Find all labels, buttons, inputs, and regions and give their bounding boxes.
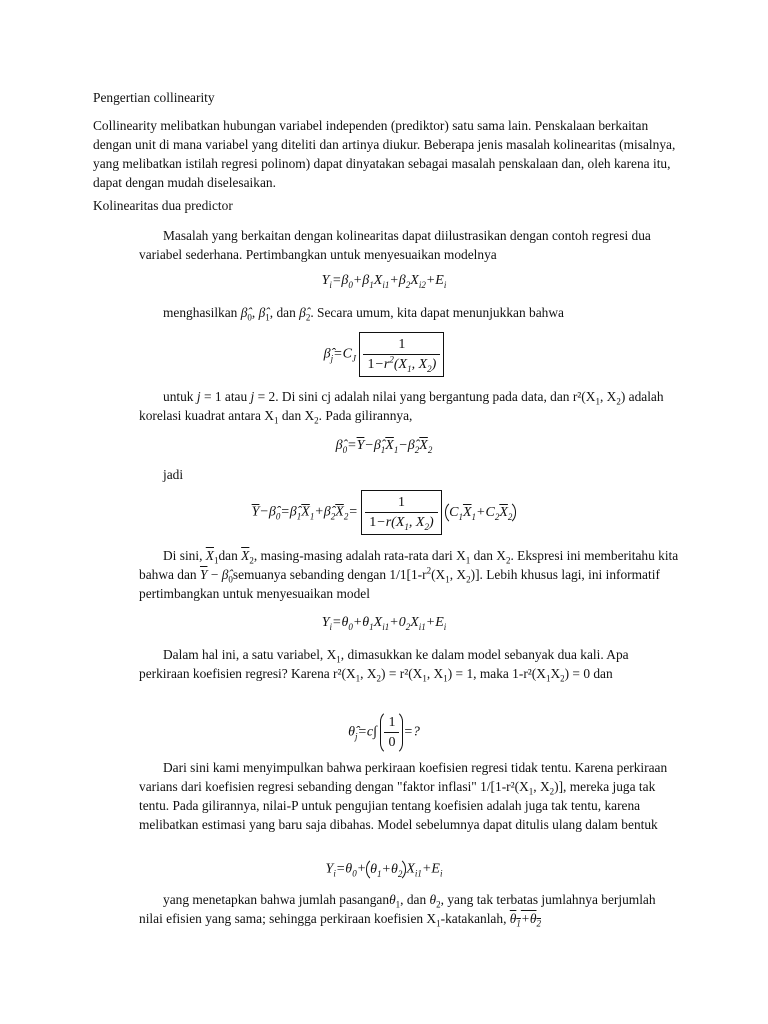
paragraph-means-expression: Di sini, $\overline{X}_1dan$ $\overline{X}_2$, masing-masing adalah rata-rata dari $X_1$ dan $X_2$. Ekspresi ini memberitahu kita bahwa dan $\overline{Y}$ − $\betâ_0semuanya$ sebanding dengan $1/1[1-r^2(X_1$, $X_2$)]. Lebih khusus lagi, ini informatif pertimbangkan untuk menyesuaikan model <box>139 548 679 601</box>
equation-beta-hat-j: $\betâ_j=C_J$ $\frac{1}{1-r^2(X_1, X_2)}$ <box>0 332 768 377</box>
equation-ybar-minus-beta0: $\overline{Y}-\betâ_0=\betâ_1\overline{X}_1+\betâ_2\overline{X}_2=$ $\frac{1}{1-r(X_1, X_2)}$ $C_1\overline{X}_1+C_2\overline{X}_2$ <box>0 490 768 535</box>
equation-regression-model: $Y_i=\beta_0+\beta_1X_{i1}+\beta_2X_{i2}+E_i$ <box>321 273 447 290</box>
section-heading-collinearity: Pengertian collinearity <box>93 90 215 105</box>
equation-theta-hat-indeterminate: $\thetâ_j=c\int$ $\frac{1}{0}$ =? <box>0 710 768 755</box>
paragraph-cj-definition: untuk j = 1 atau j = 2. Di sini cj adalah nilai yang bergantung pada data, dan $r^2(X_1$, $X_2$) adalah korelasi kuadrat antara $X_1$ dan $X_2$. Pada gilirannya, <box>139 389 664 426</box>
section-heading-two-predictors: Kolinearitas dua predictor <box>93 198 233 213</box>
paragraph-estimates: menghasilkan $\betâ_0$, $\betâ_1$, dan $\betâ_2$. Secara umum, kita dapat menunjukkan bahwa <box>163 305 564 323</box>
paragraph-indeterminate-conclusion: Dari sini kami menyimpulkan bahwa perkiraan koefisien regresi tidak tentu. Karena perkiraan varians dari koefisien regresi sebanding dengan "faktor inflasi" $1/[1-r^2(X_1$, $X_2$)], mereka juga tak tentu. Pada gilirannya, nilai-P untuk pengujian tentang koefisien adalah juga tak tentu, karena melibatkan estimasi yang baru saja dibahas. Model sebelumnya dapat ditulis ulang dalam bentuk <box>139 760 668 832</box>
paragraph-infinite-pairs: yang menetapkan bahwa jumlah pasanganθ$_1$, dan $\theta_2$, yang tak terbatas jumlahnya berjumlah nilai efisien yang sama; sehingga perkiraan koefisien $X_1$-katakanlah, $\theta_1+\theta_2$ <box>139 892 656 929</box>
equation-beta0-hat: $\betâ_0=\overline{Y}-\betâ_1\overline{X}_1-\betâ_2\overline{X}_2$ <box>335 438 433 455</box>
equation-rewritten-model: $Y_i=\theta_0+ \theta_1+\theta_2$ $X_{i1}+E_i$ <box>0 857 768 882</box>
paragraph-two-variable-regression: Masalah yang berkaitan dengan kolinearitas dapat diilustrasikan dengan contoh regresi dua variabel sederhana. Pertimbangkan untuk menyesuaikan modelnya <box>139 228 651 262</box>
paragraph-one-variable-twice: Dalam hal ini, a satu variabel, $X_1$, dimasukkan ke dalam model sebanyak dua kali. Apa perkiraan koefisien regresi? Karena $r^2(X_1$, $X_2) = r^2(X_1$, $X_1) = 1$, maka $1-r^2(X_1X_2) = 0$ dan <box>139 647 629 684</box>
equation-theta-model: $Y_i=\theta_0+\theta_1X_{i1}+0_2X_{i1}+E_i$ <box>321 615 447 632</box>
paragraph-collinearity-definition: Collinearity melibatkan hubungan variabel independen (prediktor) satu sama lain. Penskalaan berkaitan dengan unit di mana variabel yang diteliti dan artinya diukur. Beberapa jenis masalah kolinearitas (misalnya, yang melibatkan istilah regresi polinom) dapat dinyatakan sebagai masalah penskalaan dan, oleh karena itu, dapat dengan mudah diselesaikan. <box>93 118 676 190</box>
paragraph-jadi: jadi <box>163 467 184 482</box>
